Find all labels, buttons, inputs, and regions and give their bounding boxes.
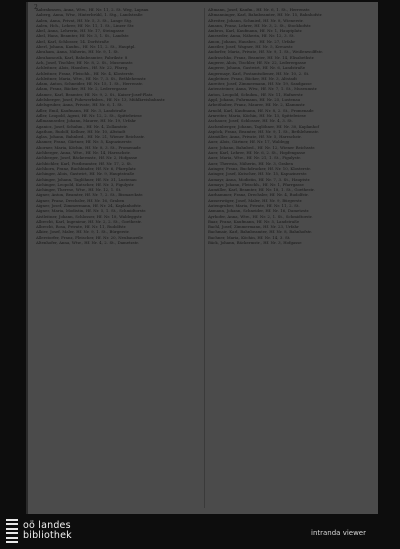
directory-entry: Albrecht, Karl, Ingenieur, Hf. Nr. 2, 2. St., Goethestr. <box>36 218 142 224</box>
directory-entry: Andorfer, Maria, Private, Hf. Nr. 9, 1. St., Weißenwolffstr. <box>208 49 323 55</box>
directory-entry: Aaberg, Anna, Wtw., Hinterbrühl, 1. Stg., Landstraße <box>36 12 143 18</box>
directory-entry: Angleitner, Franz, Bäcker, Hf. Nr. 3, Altstadt <box>208 75 297 81</box>
directory-entry: Aganicz, Josef, Schuhm., Hf. Nr. 4, Zollamtstr. <box>36 123 128 129</box>
directory-entry: Adelsgruber, Anna, Private, Hf. Nr. 6, 1. St. <box>36 102 123 108</box>
directory-entry: Abel, Hans, Beamter, Hf. Nr. 3, 1. St., Landstr. <box>36 33 129 39</box>
directory-entry: Aabrahmsen, Anna, Wtw., Hf. Nr. 11, 2. St. Weg, Lapsau <box>36 8 149 12</box>
directory-entry: Baar, Franz, Kaufmann, Hf. Nr. 5, Landstraße <box>208 218 300 224</box>
directory-entry: Amstler, Josef, Wagner, Hf. Nr. 5, Kreuzstr. <box>208 44 294 50</box>
directory-entry: Atzmüller, Anna, Private, Hf. Nr. 5, Harrachstr. <box>208 134 302 140</box>
logo-text <box>23 521 72 542</box>
directory-entry: Bachner, Maria, Köchin, Hf. Nr. 14, 3. St. <box>208 234 291 240</box>
directory-entry: Auinger, Josef, Kutscher, Hf. Nr. 15, Kapuzinerstr. <box>208 171 308 177</box>
directory-entry: Ausserwöger, Josef, Maler, Hf. Nr. 9, Bürgerstr. <box>208 197 303 203</box>
directory-entry: Arnreiter, Maria, Köchin, Hf. Nr. 13, Spittelwiese <box>208 112 306 118</box>
directory-entry: Auer, Karl, Lehrer, Hf. Nr. 6, 2. St., Hopfengasse <box>208 150 306 156</box>
directory-entry: Adam, Anton, Schneider, Hf. Nr. 15, 1. St., Herrenstr. <box>36 81 143 87</box>
directory-entry: Aigner, Franz, Drechsler, Hf. Nr. 16, Graben <box>36 197 125 203</box>
directory-entry: Altenhofer, Anna, Wtw., Hf. Nr. 4, 2. St., Dametzstr. <box>36 240 139 246</box>
directory-entry: Achleitner, Franz, Fleischh., Hf. Nr. 4, Klosterstr. <box>36 70 134 76</box>
directory-entry: Altmanninger, Karl, Bahnbeamter, Hf. Nr. 15, Bahnhofstr. <box>208 12 323 18</box>
directory-entry: Adamec, Karl, Beamter, Hf. Nr. 9, 2. St., Kaiser-Josef-Platz <box>36 91 153 97</box>
directory-entry: Aumayr, Johann, Fleischh., Hf. Nr. 1, Pfarrgasse <box>208 181 304 187</box>
directory-entry: Abraham, Anna, Näherin, Hf. Nr. 9, 1. St. <box>36 49 119 55</box>
directory-entry: Appl, Johann, Fuhrmann, Hf. Nr. 25, Lustenau <box>208 97 301 103</box>
directory-entry: Anreiter, Josef, Zimmermann, Hf. Nr. 19, Sandgasse <box>208 81 312 87</box>
directory-entry: Aglas, Johann, Bahnbed., Hf. Nr. 21, Wiener Reichsstr. <box>36 134 145 140</box>
directory-entry: Agathon, Rudolf, Kellner, Hf. Nr. 10, Altstadt <box>36 128 126 134</box>
directory-entry: Achleitner, Alois, Hausbes., Hf. Nr. 22, Pfarrg. <box>36 65 129 71</box>
directory-entry: Angermayr, Karl, Postamtsdiener, Hf. Nr. 10, 2. St. <box>208 70 310 76</box>
directory-entry: Ameseder, Anna, Näherin, Hf. Nr. 12, 3. St. <box>208 33 295 39</box>
directory-entry: Abel, Karl, Schlosser, 14. Dorfstraße <box>36 38 109 44</box>
directory-entry: Bachmair, Karl, Bahnbeamter, Hf. Nr. 8, Bahnhofstr. <box>208 229 312 235</box>
library-logo[interactable] <box>6 519 72 543</box>
directory-entry: Aspöck, Franz, Beamter, Hf. Nr. 9, 1. St., Bethlehemstr. <box>208 128 319 134</box>
logo-bars-icon <box>6 519 18 543</box>
directory-entry: Aumayr, Anna, Modistin, Hf. Nr. 7, 3. St., Hauptstr. <box>208 176 311 182</box>
directory-entry: Adler, Emil, Kaufmann, Hf. Nr. 3, Landstraße <box>36 107 127 113</box>
logo-line-2: bibliothek <box>23 530 72 541</box>
directory-entry: Aberl, Johann, Kaufm., Hf. Nr. 11, 2. St., Hauptpl. <box>36 44 136 50</box>
directory-entry: Auer, Johann, Bahnbed., Hf. Nr. 12, Wiener Reichsstr. <box>208 144 315 150</box>
directory-entry: Abrahamczik, Karl, Bahnbeamter, Fabrikstr. 8 <box>36 54 128 60</box>
directory-entry: Andraschko, Franz, Beamter, Hf. Nr. 14, Elisabethstr. <box>208 54 315 60</box>
directory-entry: Aistleitner, Johann, Schlosser, Hf. Nr. 18, Waldeggstr. <box>36 213 143 219</box>
directory-entry: Aumüller, Karl, Beamter, Hf. Nr. 18, 1. St., Goethestr. <box>208 187 315 193</box>
directory-entry: Aichberger, Anna, Wtw., Hf. Nr. 14, Harrachstr. <box>36 150 131 156</box>
directory-entry: Aigner, Anton, Beamter, Hf. Nr. 7, 2. St., Bismarckstr. <box>36 192 144 198</box>
directory-entry: Aschenberger, Johann, Taglöhner, Hf. Nr. 30, Kaplanhof <box>208 123 319 129</box>
directory-entry: Aichinger, Alois, Gastwirt, Hf. Nr. 9, Hauptstraße <box>36 171 135 177</box>
directory-entry: Aichinger, Johann, Taglöhner, Hf. Nr. 31, Lustenau <box>36 176 137 182</box>
directory-entry: Aichinger, Leopold, Kutscher, Hf. Nr. 3, Figulystr. <box>36 181 135 187</box>
directory-entry: Ach, Josef, Tischler, Hf. Nr. 8, 2. St., Museumstr. <box>36 59 134 65</box>
directory-entry: Ayrhofer, Anna, Wtw., Hf. Nr. 2, 1. St., Schmidtorstr. <box>208 213 313 219</box>
directory-entry: Achleitner, Maria, Wtw., Hf. Nr. 7, 3. St., Bethlehemstr. <box>36 75 147 81</box>
logo-line-1: oö landes <box>23 519 71 531</box>
right-column <box>208 8 371 511</box>
column-divider <box>204 8 205 508</box>
directory-entry: Auinger, Franz, Buchdrucker, Hf. Nr. 10, Klosterstr. <box>208 165 311 171</box>
directory-entry: Antensteiner, Anna, Wtw., Hf. Nr. 7, 1. St., Museumstr. <box>208 86 318 92</box>
directory-entry: Arbeithuber, Franz, Maurer, Hf. Nr. 2, Klammstr. <box>208 102 306 108</box>
directory-entry: Aschauer, Josef, Schlosser, Hf. Nr. 4, 3. St. <box>208 118 293 124</box>
scanned-page <box>26 2 378 514</box>
directory-entry: Angerer, Johann, Gastwirt, Hf. Nr. 6, Landstraße <box>208 65 306 71</box>
directory-entry: Aichbichler, Karl, Postbeamter, Hf. Nr. 17, 2. St. <box>36 160 133 166</box>
directory-entry: Altreiter, Johann, Schmied, Hf. Nr. 8, Wienerstr. <box>208 17 304 23</box>
directory-entry: Alkier, Josef, Maler, Hf. Nr. 9, 1. St., Bürgerstr. <box>36 229 130 235</box>
directory-entry: Auer, Maria, Wtw., Hf. Nr. 21, 1. St., Figulystr. <box>208 155 301 161</box>
directory-entry: Autengruber, Maria, Private, Hf. Nr. 11, 2. St. <box>208 202 300 208</box>
directory-entry: Ahamer, Franz, Gärtner, Hf. Nr. 5, Kapuzinerstr. <box>36 139 133 145</box>
directory-entry: Aalen, Hch., Lehrer, Hf. Nr. 11, 1. St., Linzer Str. <box>36 22 135 28</box>
directory-entry: Adlmannseder, Johann, Maurer, Hf. Nr. 19, Urfahr <box>36 118 137 124</box>
directory-entry: Arnold, Karl, Kaufmann, Hf. Nr. 8, 2. St., Promenade <box>208 107 314 113</box>
directory-entry: Anton, Leopold, Schuhm., Hf. Nr. 11, Hafnerstr. <box>208 91 304 97</box>
directory-entry: Aalen, Anna, Privat, Hf. Nr. 5, 3. St., Lange Stg. <box>36 17 133 23</box>
directory-entry: Albrecht, Rosa, Private, Hf. Nr. 11, Rudolfstr. <box>36 224 127 230</box>
directory-entry: Amon, Johann, Hausbes., Hf. Nr. 27, Urfahr <box>208 38 296 44</box>
directory-entry: Altmann, Josef, Kaufm., Hf. Nr. 6, 1. St., Herrenstr. <box>208 8 311 12</box>
directory-entry: Auer, Theresia, Näherin, Hf. Nr. 3, Graben <box>208 160 293 166</box>
left-column <box>36 8 199 511</box>
directory-entry: Auer, Alois, Gärtner, Hf. Nr. 17, Waldegg <box>208 139 290 145</box>
directory-entry: Adam, Franz, Bäcker, Hf. Nr. 2, Lederergasse <box>36 86 128 92</box>
directory-entry: Aichinger, Therese, Wtw., Hf. Nr. 12, 1. St. <box>36 187 122 193</box>
directory-entry: Aurhammer, Franz, Drechsler, Hf. Nr. 4, Rudolfstr. <box>208 192 309 198</box>
directory-entry: Axmann, Johann, Schneider, Hf. Nr. 16, Dametzstr. <box>208 208 310 214</box>
directory-entry: Amann, Franz, Lehrer, Hf. Nr. 3, 2. St., Stockhofstr. <box>208 22 312 28</box>
page-number: 2 <box>34 4 38 11</box>
directory-entry: Aigner, Josef, Zimmermann, Hf. Nr. 24, Kaplanhofstr. <box>36 202 142 208</box>
directory-entry: Aichhorn, Franz, Buchbinder, Hf. Nr. 6, Pfarrplatz <box>36 165 136 171</box>
directory-entry: Angerer, Alois, Tischler, Hf. Nr. 22, Lederergasse <box>208 59 307 65</box>
directory-entry: Aichberger, Josef, Bäckermstr., Hf. Nr. 2, Hofgasse <box>36 155 138 161</box>
viewer-label: intranda viewer <box>311 529 366 537</box>
directory-entry: Allerstorfer, Franz, Fleischer, Hf. Nr. 20, Neubauzeile <box>36 234 143 240</box>
directory-entry: Abel, Anna, Lehrerin, Hf. Nr. 17, Steingasse <box>36 28 125 34</box>
directory-entry: Bäck, Johann, Bäckermstr., Hf. Nr. 3, Hofgasse <box>208 240 302 246</box>
directory-entry: Adler, Leopold, Agent, Hf. Nr. 12, 2. St., Spittelwiese <box>36 112 142 118</box>
directory-entry: Bachl, Josef, Zimmermann, Hf. Nr. 23, Urfahr <box>208 224 299 230</box>
directory-entry: Aigner, Maria, Modistin, Hf. Nr. 5, 1. St., Schmidtorstr. <box>36 208 146 214</box>
directory-entry: Adelsberger, Josef, Fuhrwerksbes., Hf. Nr. 13, Mühlkreisbahnstr. <box>36 97 166 103</box>
directory-entry: Ahorner, Maria, Köchin, Hf. Nr. 8, 3. St., Promenade <box>36 144 141 150</box>
directory-entry: Ambros, Karl, Kaufmann, Hf. Nr. 1, Hauptplatz <box>208 28 302 34</box>
